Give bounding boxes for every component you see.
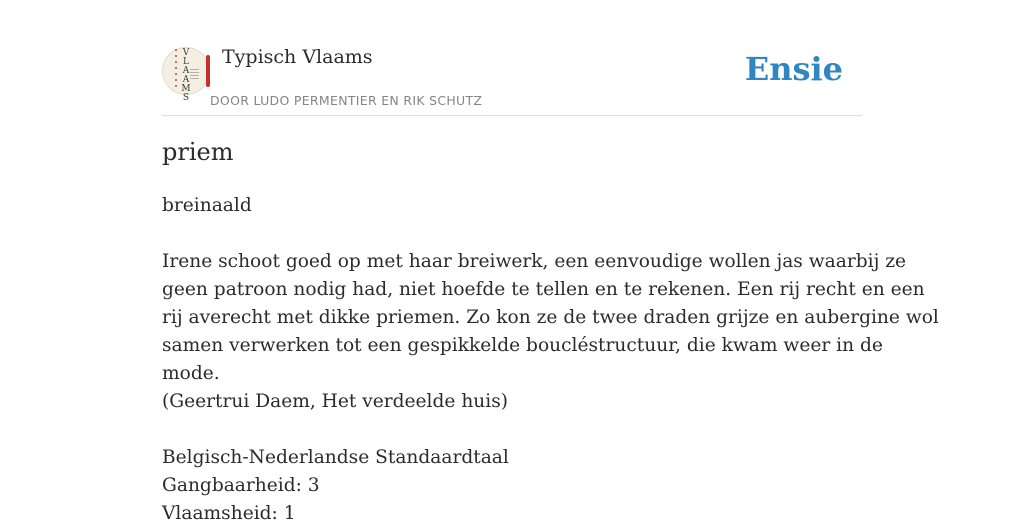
ensie-brand-link[interactable]: Ensie (744, 50, 843, 88)
quote-line: samen verwerken tot een gespikkelde boucléstructuur, die kwam weer in de (162, 335, 883, 356)
language-variety: Belgisch-Nederlandse Standaardtaal (162, 447, 509, 468)
paragraph-gap (162, 416, 862, 444)
entry-content (162, 192, 939, 528)
gangbaarheid-rating: Gangbaarheid: 3 (162, 475, 320, 496)
blog-logo-avatar[interactable] (162, 47, 210, 103)
logo-decoration (175, 49, 177, 91)
entry-title: priem (162, 138, 234, 166)
quote-line: Irene schoot goed op met haar breiwerk, een eenvoudige wollen jas waarbij ze (162, 251, 907, 272)
logo-lettering: V L A A M S (181, 48, 191, 103)
quote-source: (Geertrui Daem, Het verdeelde huis) (162, 391, 509, 412)
logo-decoration (190, 69, 199, 79)
site-header (162, 0, 862, 116)
logo-decoration (206, 55, 210, 87)
author-byline: DOOR LUDO PERMENTIER EN RIK SCHUTZ (210, 93, 483, 108)
definition: breinaald (162, 195, 252, 216)
quote-line: rij averecht met dikke priemen. Zo kon ze de twee draden grijze en aubergine wol (162, 307, 939, 328)
vlaamsheid-rating: Vlaamsheid: 1 (162, 503, 296, 524)
quote-line: mode. (162, 363, 220, 384)
page-container (162, 0, 939, 524)
quote-line: geen patroon nodig had, niet hoefde te tellen en te rekenen. Een rij recht en een (162, 279, 925, 300)
paragraph-gap (162, 220, 862, 248)
blog-title[interactable]: Typisch Vlaams (222, 46, 373, 68)
